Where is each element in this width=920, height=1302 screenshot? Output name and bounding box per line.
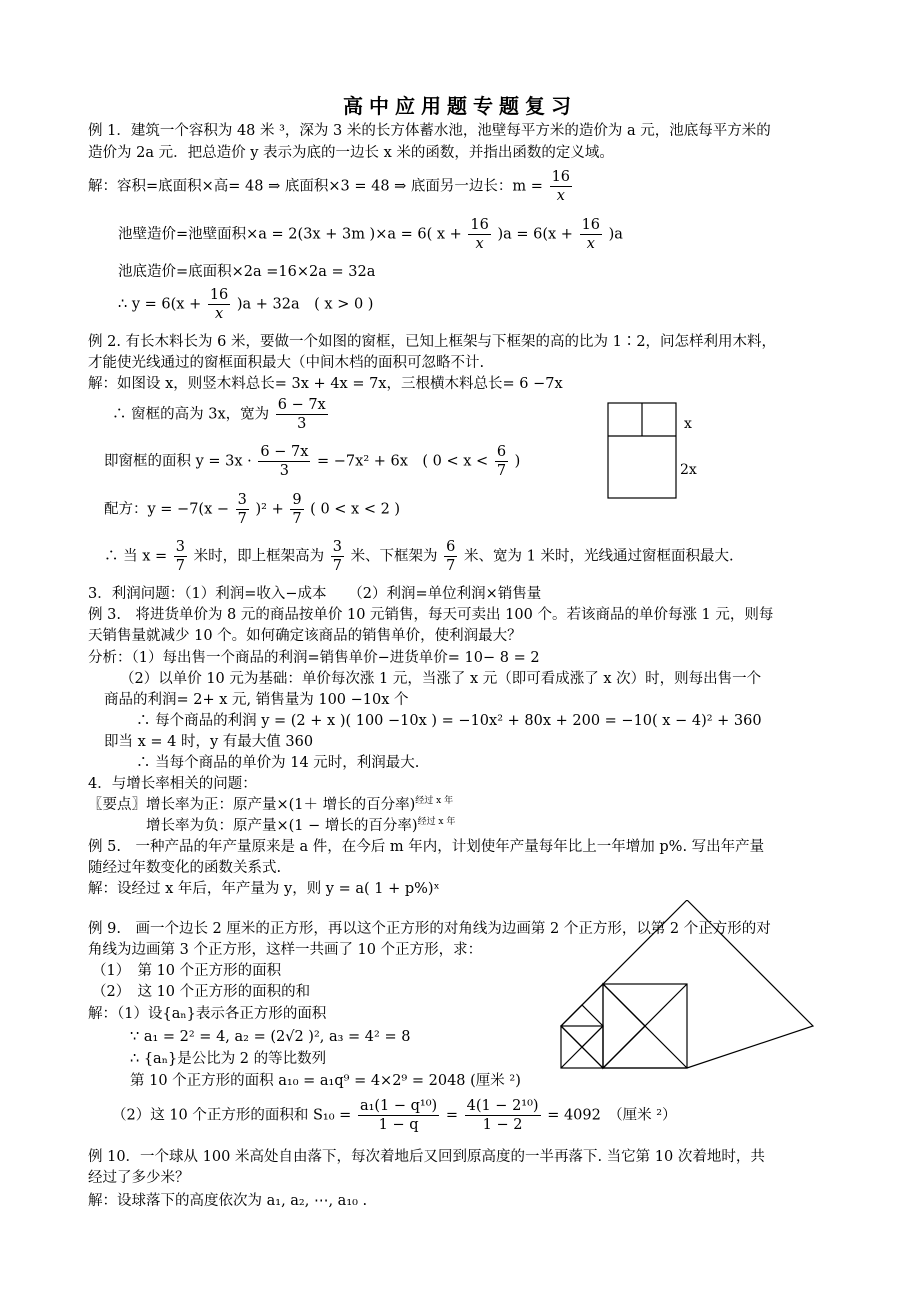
page-title: 高中应用题专题复习 [343, 94, 577, 118]
ex9-solution-line2: ∵ a₁ = 2² = 4, a₂ = (2√2 )², a₃ = 4² = 8 [130, 1029, 411, 1045]
ex10-question-line1: 例 10．一个球从 100 米高处自由落下，每次着地后又回到原高度的一半再落下. 当它第 10 次着地时，共 [88, 1149, 765, 1165]
ex2-question-line2: 才能使光线通过的窗框面积最大（中间木档的面积可忽略不计. [88, 355, 485, 371]
ex1-solution-line1: 解：容积=底面积×高= 48 ⇒ 底面积×3 = 48 ⇒ 底面另一边长：m = $\frac{16}{x}$ [88, 169, 571, 204]
section3-heading: 3．利润问题：（1）利润=收入−成本 （2）利润=单位利润×销售量 [88, 586, 542, 602]
ex3-analysis-line3: 商品的利润= 2+ x 元, 销售量为 100 −10x 个 [104, 692, 409, 708]
ex9-solution-line1: 解：（1）设{aₙ}表示各正方形的面积 [88, 1006, 327, 1022]
ex3-analysis-line1: 分析：（1）每出售一个商品的利润=销售单价−进货单价= 10− 8 = 2 [88, 650, 540, 666]
ex3-analysis-line4: ∴ 每个商品的利润 y = (2 + x )( 100 −10x ) = −10x² + 80x + 200 = −10( x − 4)² + 360 [136, 713, 762, 729]
key-point-negative: 增长率为负：原产量×(1 − 增长的百分率)$^{经过 x 年}$ [146, 817, 456, 834]
ex9-solution-line5: （2）这 10 个正方形的面积和 S₁₀ = $\frac{\text{a₁(1 − q¹⁰)}}{1 - q}$ = $\frac{\text{4(1 − 2¹⁰)}}{1 - 2}$ = 4092 （厘米 ²） [112, 1098, 677, 1133]
ex5-solution-line1: 解：设经过 x 年后，年产量为 y，则 y = a( 1 + p%)ˣ [88, 881, 440, 897]
ex9-question-line2: 角线为边画第 3 个正方形，这样一共画了 10 个正方形，求： [88, 942, 483, 958]
ex3-question-line1: 例 3. 将进货单价为 8 元的商品按单价 10 元销售，每天可卖出 100 个。若该商品的单价每涨 1 元，则每 [88, 607, 774, 623]
ex9-solution-line3: ∴ {aₙ}是公比为 2 的等比数列 [130, 1051, 327, 1067]
ex2-solution-line3: 即窗框的面积 y = 3x · $\frac{6 - 7x}{3}$ = −7x² + 6x ( 0 < x < $\frac{6}{7}$ ) [104, 444, 521, 479]
ex3-analysis-line5: 即当 x = 4 时，y 有最大值 360 [104, 734, 314, 750]
ex9-question-line3: （1） 第 10 个正方形的面积 [92, 963, 282, 979]
label-x: x [684, 416, 692, 432]
ex9-solution-line4: 第 10 个正方形的面积 a₁₀ = a₁q⁹ = 4×2⁹ = 2048 (厘米 ²) [130, 1073, 521, 1089]
section4-heading: 4．与增长率相关的问题： [88, 776, 257, 792]
ex9-question-line1: 例 9. 画一个边长 2 厘米的正方形，再以这个正方形的对角线为边画第 2 个正方形，以第 2 个正方形的对 [88, 921, 771, 937]
ex1-solution-line3: 池底造价=底面积×2a =16×2a = 32a [118, 264, 376, 280]
ex1-question-line1: 例 1．建筑一个容积为 48 米 ³，深为 3 米的长方体蓄水池，池壁每平方米的造价为 a 元，池底每平方米的 [88, 123, 771, 139]
ex3-analysis-line6: ∴ 当每个商品的单价为 14 元时，利润最大. [136, 755, 420, 771]
ex10-solution-line1: 解：设球落下的高度依次为 a₁, a₂, ⋯, a₁₀ . [88, 1193, 368, 1209]
ex1-solution-line2: 池壁造价=池壁面积×a = 2(3x + 3m )×a = 6( x + $\frac{16}{x}$ )a = 6(x + $\frac{16}{x}$ )a [118, 217, 623, 252]
ex10-question-line2: 经过了多少米？ [88, 1170, 190, 1186]
key-point-positive: 〖要点〗增长率为正：原产量×(1＋ 增长的百分率)$^{经过 x 年}$ [88, 796, 454, 813]
ex1-solution-line4: ∴ y = 6(x + $\frac{16}{x}$ )a + 32a ( x > 0 ) [118, 287, 374, 322]
ex1-question-line2: 造价为 2a 元．把总造价 y 表示为底的一边长 x 米的函数，并指出函数的定义域。 [88, 145, 614, 161]
ex9-question-line4: （2） 这 10 个正方形的面积的和 [92, 984, 311, 1000]
label-2x: 2x [680, 462, 697, 478]
ex3-analysis-line2: （2）以单价 10 元为基础：单价每次涨 1 元，当涨了 x 元（即可看成涨了 x 次）时，则每出售一个 [120, 671, 762, 687]
ex2-solution-line4: 配方：y = −7(x − $\frac{3}{7}$ )² + $\frac{9}{7}$ ( 0 < x < 2 ) [104, 492, 401, 527]
ex2-question-line1: 例 2. 有长木料长为 6 米，要做一个如图的窗框，已知上框架与下框架的高的比为 1∶2，问怎样利用木料， [88, 334, 777, 350]
ex2-solution-line5: ∴ 当 x = $\frac{3}{7}$ 米时，即上框架高为 $\frac{3}{7}$ 米、下框架为 $\frac{6}{7}$ 米、宽为 1 米时，光线通过窗框面积最大. [104, 539, 734, 574]
ex5-question-line2: 随经过年数变化的函数关系式. [88, 860, 282, 876]
ex2-solution-line1: 解：如图设 x，则竖木料总长= 3x + 4x = 7x，三根横木料总长= 6 −7x [88, 376, 563, 392]
window-frame-figure [600, 398, 720, 502]
ex5-question-line1: 例 5. 一种产品的年产量原来是 a 件，在今后 m 年内，计划使年产量每年比上一年增加 p%. 写出年产量 [88, 839, 765, 855]
nested-squares-figure [555, 900, 825, 1070]
ex2-solution-line2: ∴ 窗框的高为 3x，宽为 $\frac{6 - 7x}{3}$ [112, 397, 326, 432]
square-4-inner [603, 984, 645, 1068]
ex3-question-line2: 天销售量就减少 10 个。如何确定该商品的销售单价，使利润最大？ [88, 628, 522, 644]
